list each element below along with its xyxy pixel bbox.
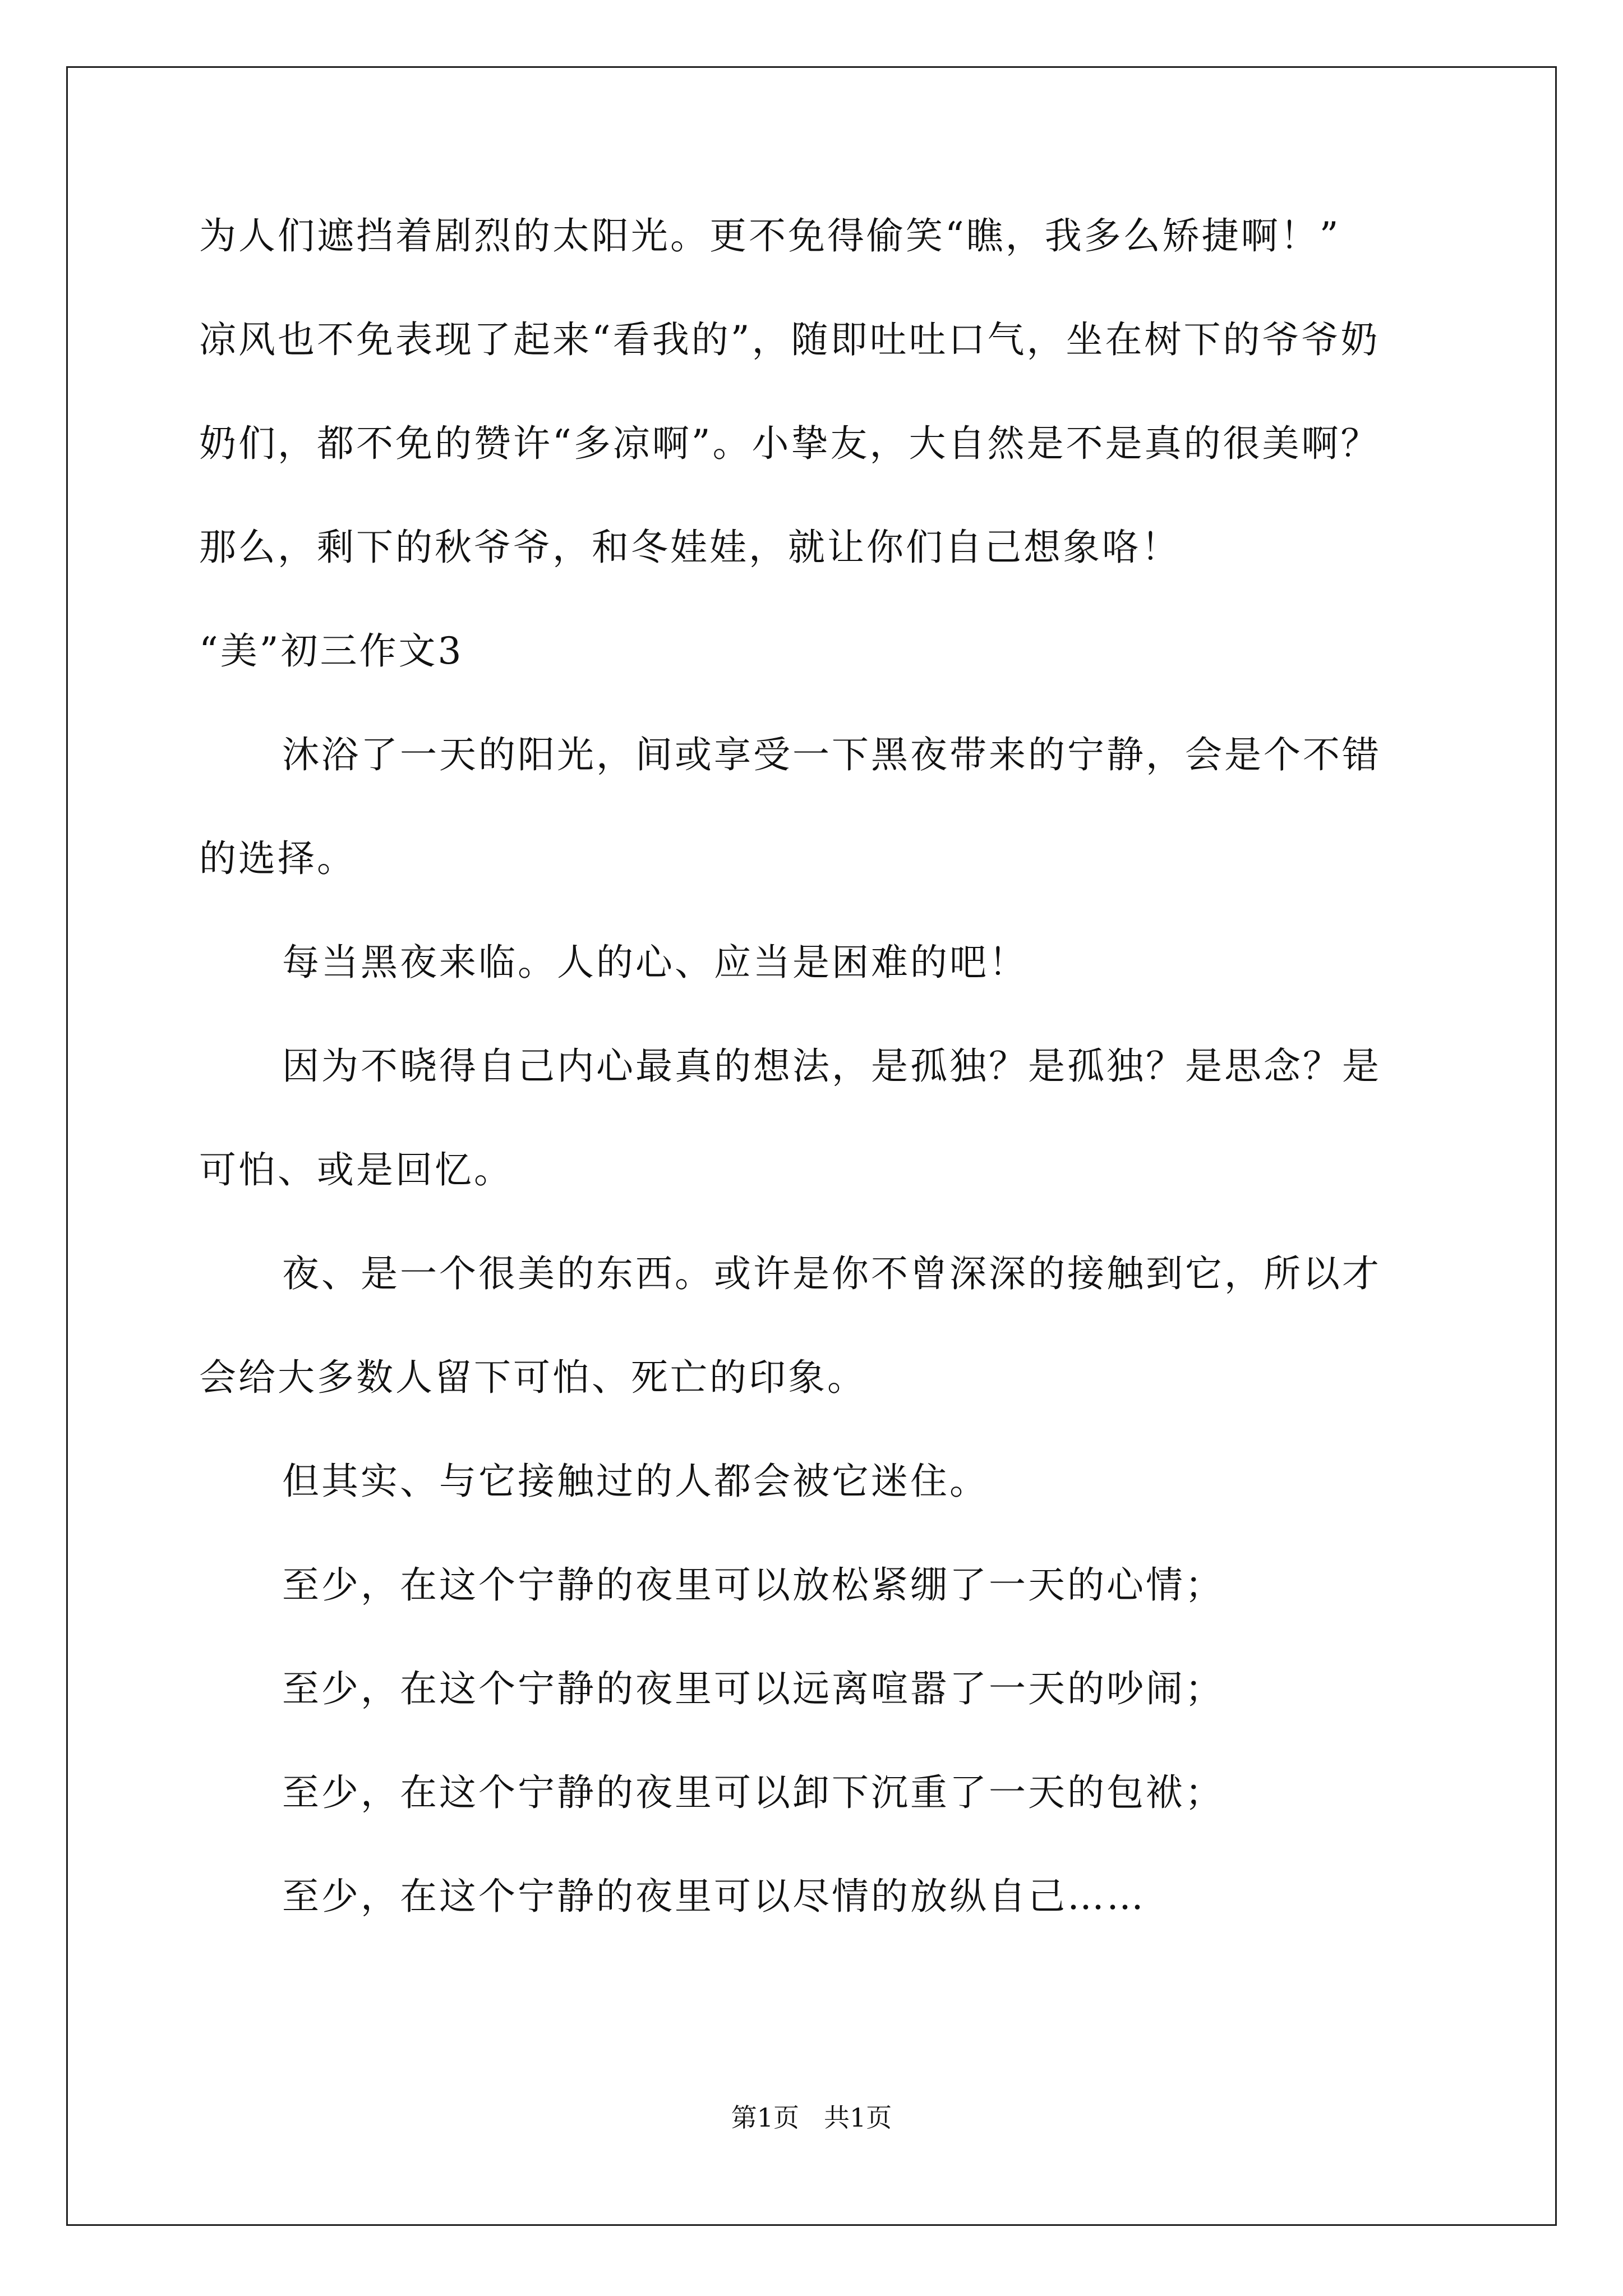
paragraph-line: 至少，在这个宁静的夜里可以卸下沉重了一天的包袱； xyxy=(282,1771,1224,1814)
paragraph-line: 可怕、或是回忆。 xyxy=(199,1148,513,1191)
document-body xyxy=(199,210,1455,1975)
paragraph-line: 凉风也不免表现了起来“看我的”，随即吐吐口气，坐在树下的爷爷奶 xyxy=(199,318,1380,361)
paragraph-line: 那么，剩下的秋爷爷，和冬娃娃，就让你们自己想象咯！ xyxy=(199,526,1181,569)
paragraph-line: 至少，在这个宁静的夜里可以放松紧绷了一天的心情； xyxy=(282,1563,1224,1607)
page-number: 第1页 xyxy=(731,2102,799,2133)
paragraph-line: 沐浴了一天的阳光，间或享受一下黑夜带来的宁静，会是个不错 xyxy=(282,733,1381,776)
paragraph-line: 的选择。 xyxy=(199,837,356,880)
page-total: 共1页 xyxy=(824,2102,892,2133)
paragraph-line: 至少，在这个宁静的夜里可以远离喧嚣了一天的吵闹； xyxy=(282,1667,1224,1710)
paragraph-line: 至少，在这个宁静的夜里可以尽情的放纵自己…… xyxy=(282,1875,1146,1918)
page-footer xyxy=(0,2101,1623,2134)
paragraph-line: 每当黑夜来临。人的心、应当是困难的吧！ xyxy=(282,941,1028,984)
paragraph-line: 但其实、与它接触过的人都会被它迷住。 xyxy=(282,1460,989,1503)
paragraph-line: 会给大多数人留下可怕、死亡的印象。 xyxy=(199,1356,866,1399)
paragraph-line: 为人们遮挡着剧烈的太阳光。更不免得偷笑“瞧，我多么矫捷啊！” xyxy=(199,214,1341,257)
essay-title: “美”初三作文3 xyxy=(199,629,464,673)
paragraph-line: 夜、是一个很美的东西。或许是你不曾深深的接触到它，所以才 xyxy=(282,1252,1381,1295)
paragraph-line: 奶们，都不免的赞许“多凉啊”。小挚友，大自然是不是真的很美啊？ xyxy=(199,422,1380,465)
paragraph-line: 因为不晓得自己内心最真的想法，是孤独？是孤独？是思念？是 xyxy=(282,1045,1381,1088)
